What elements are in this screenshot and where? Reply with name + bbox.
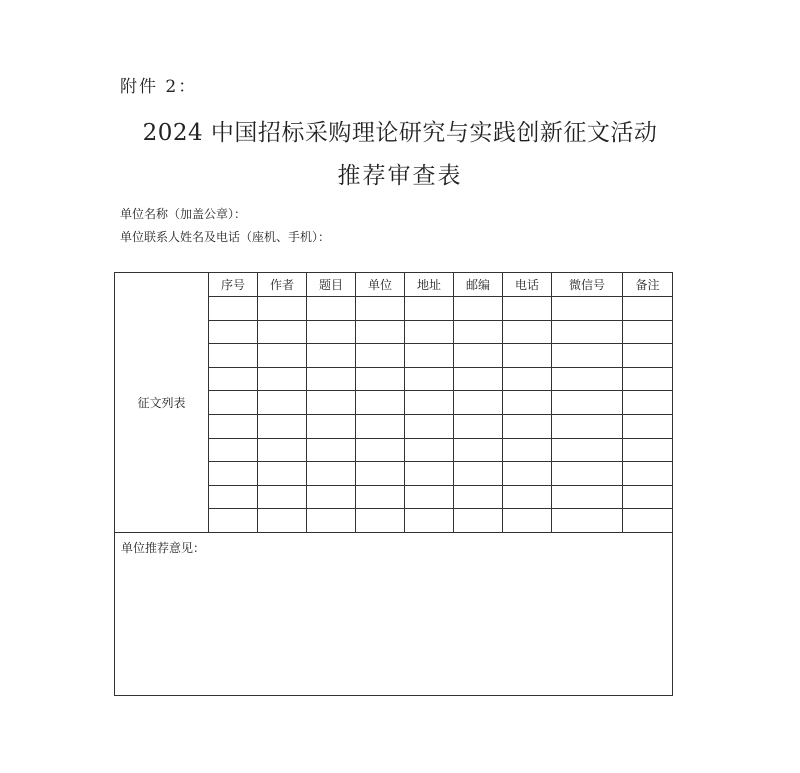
table-cell[interactable] <box>405 509 454 533</box>
table-cell[interactable] <box>623 367 673 391</box>
column-header: 地址 <box>405 273 454 297</box>
table-cell[interactable] <box>552 438 623 462</box>
table-cell[interactable] <box>258 320 307 344</box>
review-table <box>114 272 673 696</box>
table-cell[interactable] <box>307 462 356 486</box>
table-cell[interactable] <box>503 297 552 321</box>
table-cell[interactable] <box>454 320 503 344</box>
column-header: 作者 <box>258 273 307 297</box>
table-cell[interactable] <box>405 414 454 438</box>
table-cell[interactable] <box>356 509 405 533</box>
table-cell[interactable] <box>307 391 356 415</box>
document-title: 2024 中国招标采购理论研究与实践创新征文活动 <box>142 120 658 146</box>
table-cell[interactable] <box>623 320 673 344</box>
table-cell[interactable] <box>454 344 503 368</box>
table-cell[interactable] <box>623 462 673 486</box>
table-cell[interactable] <box>258 485 307 509</box>
table-cell[interactable] <box>258 414 307 438</box>
table-cell[interactable] <box>405 297 454 321</box>
column-header: 题目 <box>307 273 356 297</box>
essay-list-label: 征文列表 <box>115 273 209 533</box>
table-cell[interactable] <box>552 414 623 438</box>
table-cell[interactable] <box>209 414 258 438</box>
table-cell[interactable] <box>623 344 673 368</box>
table-cell[interactable] <box>454 367 503 391</box>
table-cell[interactable] <box>405 367 454 391</box>
table-cell[interactable] <box>454 462 503 486</box>
unit-name-field: 单位名称（加盖公章）： <box>120 207 247 221</box>
table-cell[interactable] <box>209 367 258 391</box>
attachment-label: 附件 2： <box>120 77 198 97</box>
table-cell[interactable] <box>454 438 503 462</box>
table-cell[interactable] <box>258 462 307 486</box>
table-cell[interactable] <box>209 462 258 486</box>
table-cell[interactable] <box>258 391 307 415</box>
table-cell[interactable] <box>307 414 356 438</box>
table-cell[interactable] <box>209 320 258 344</box>
table-cell[interactable] <box>405 485 454 509</box>
recommendation-opinion-box[interactable]: 单位推荐意见： <box>115 532 673 695</box>
table-cell[interactable] <box>307 509 356 533</box>
table-cell[interactable] <box>258 367 307 391</box>
column-header: 电话 <box>503 273 552 297</box>
table-cell[interactable] <box>623 414 673 438</box>
table-cell[interactable] <box>209 344 258 368</box>
table-cell[interactable] <box>258 438 307 462</box>
table-cell[interactable] <box>552 462 623 486</box>
table-cell[interactable] <box>307 485 356 509</box>
table-cell[interactable] <box>503 367 552 391</box>
table-cell[interactable] <box>258 509 307 533</box>
contact-field: 单位联系人姓名及电话（座机、手机）： <box>120 230 331 244</box>
table-cell[interactable] <box>623 438 673 462</box>
table-cell[interactable] <box>209 297 258 321</box>
table-cell[interactable] <box>356 414 405 438</box>
table-cell[interactable] <box>623 509 673 533</box>
table-cell[interactable] <box>454 485 503 509</box>
table-cell[interactable] <box>623 391 673 415</box>
table-cell[interactable] <box>258 297 307 321</box>
opinion-row <box>115 532 673 695</box>
table-cell[interactable] <box>503 485 552 509</box>
table-cell[interactable] <box>356 344 405 368</box>
table-cell[interactable] <box>209 438 258 462</box>
table-cell[interactable] <box>623 297 673 321</box>
table-cell[interactable] <box>454 509 503 533</box>
table-cell[interactable] <box>209 485 258 509</box>
table-cell[interactable] <box>503 320 552 344</box>
table-cell[interactable] <box>552 485 623 509</box>
table-cell[interactable] <box>307 297 356 321</box>
column-header: 微信号 <box>552 273 623 297</box>
table-cell[interactable] <box>356 438 405 462</box>
table-cell[interactable] <box>552 297 623 321</box>
table-cell[interactable] <box>503 438 552 462</box>
table-cell[interactable] <box>356 462 405 486</box>
table-cell[interactable] <box>405 438 454 462</box>
column-header: 邮编 <box>454 273 503 297</box>
table-cell[interactable] <box>454 391 503 415</box>
table-cell[interactable] <box>405 391 454 415</box>
table-cell[interactable] <box>503 414 552 438</box>
table-cell[interactable] <box>356 320 405 344</box>
table-cell[interactable] <box>307 367 356 391</box>
table-cell[interactable] <box>356 367 405 391</box>
table-cell[interactable] <box>552 509 623 533</box>
table-cell[interactable] <box>503 391 552 415</box>
table-cell[interactable] <box>454 297 503 321</box>
table-cell[interactable] <box>307 344 356 368</box>
table-cell[interactable] <box>405 462 454 486</box>
table-cell[interactable] <box>209 509 258 533</box>
table-cell[interactable] <box>503 462 552 486</box>
table-cell[interactable] <box>623 485 673 509</box>
table-header-row <box>115 273 673 297</box>
column-header: 备注 <box>623 273 673 297</box>
document-subtitle: 推荐审查表 <box>337 163 463 189</box>
table-cell[interactable] <box>307 320 356 344</box>
table-cell[interactable] <box>405 344 454 368</box>
table-cell[interactable] <box>307 438 356 462</box>
column-header: 单位 <box>356 273 405 297</box>
table-cell[interactable] <box>356 485 405 509</box>
table-cell[interactable] <box>356 297 405 321</box>
table-cell[interactable] <box>356 391 405 415</box>
table-cell[interactable] <box>552 391 623 415</box>
table-cell[interactable] <box>552 367 623 391</box>
table-cell[interactable] <box>405 320 454 344</box>
table-cell[interactable] <box>258 344 307 368</box>
table-cell[interactable] <box>503 344 552 368</box>
table-cell[interactable] <box>552 320 623 344</box>
table-cell[interactable] <box>454 414 503 438</box>
table-cell[interactable] <box>503 509 552 533</box>
table-cell[interactable] <box>209 391 258 415</box>
table-cell[interactable] <box>552 344 623 368</box>
column-header: 序号 <box>209 273 258 297</box>
